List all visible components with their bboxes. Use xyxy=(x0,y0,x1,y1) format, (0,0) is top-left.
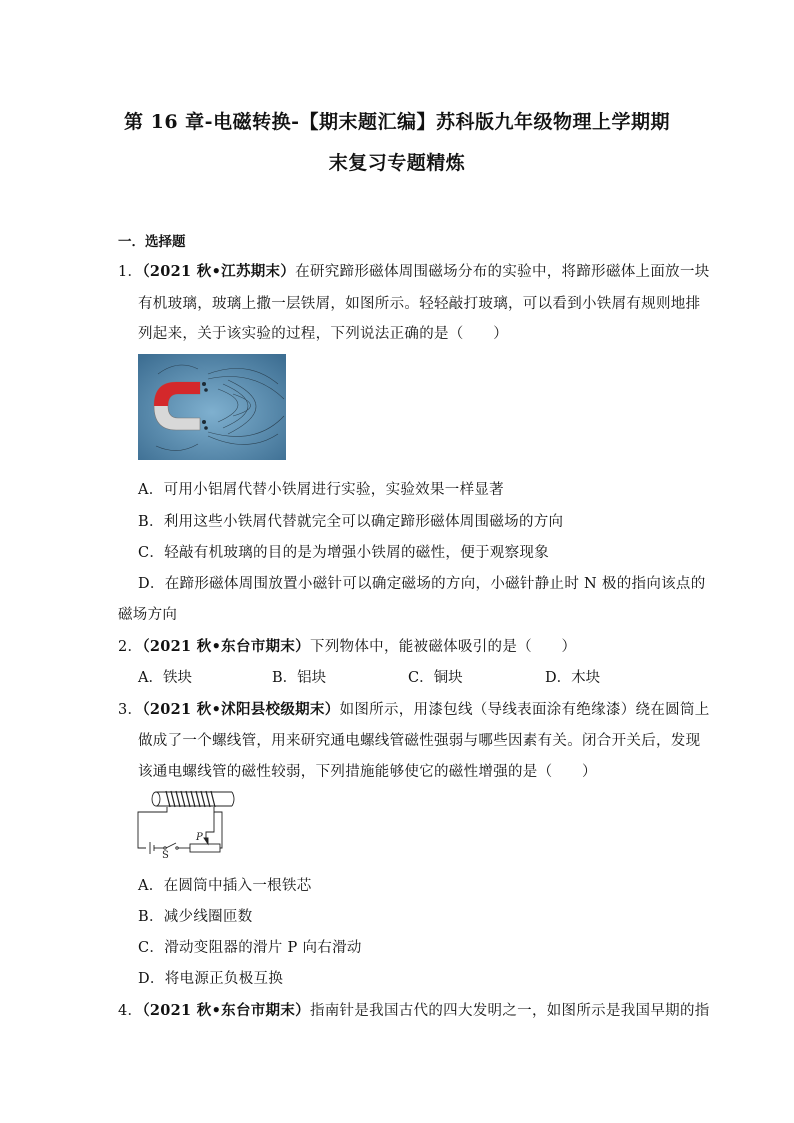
question-2-line-1 xyxy=(118,635,576,656)
question-number: 1． xyxy=(118,264,143,280)
question-source: （2021 秋•东台市期末） xyxy=(142,1002,310,1019)
question-4-line-1 xyxy=(118,999,710,1020)
question-2-option-a: A．铁块 xyxy=(138,670,192,686)
question-2-option-c: C．铜块 xyxy=(408,670,463,686)
question-2-option-d: D．木块 xyxy=(545,670,601,686)
question-stem: 在研究蹄形磁体周围磁场分布的实验中，将蹄形磁体上面放一块 xyxy=(295,264,710,280)
magnet-iron-filings-photo xyxy=(138,354,286,460)
question-3-option-a: A．在圆筒中插入一根铁芯 xyxy=(138,878,312,894)
question-1-line-3: 列起来，关于该实验的过程，下列说法正确的是（ ） xyxy=(138,326,508,342)
question-number: 3． xyxy=(118,702,143,718)
question-1-line-1 xyxy=(118,260,710,281)
solenoid-circuit-diagram xyxy=(134,788,236,858)
question-3-line-1 xyxy=(118,698,710,719)
question-3-line-3: 该通电螺线管的磁性较弱，下列措施能够使它的磁性增强的是（ ） xyxy=(138,764,597,780)
question-3-option-d: D．将电源正负极互换 xyxy=(138,971,284,987)
question-3-line-2: 做成了一个螺线管，用来研究通电螺线管磁性强弱与哪些因素有关。闭合开关后，发现 xyxy=(138,733,701,749)
question-source: （2021 秋•江苏期末） xyxy=(142,263,296,280)
document-title-line1: 第 16 章-电磁转换-【期末题汇编】苏科版九年级物理上学期期 xyxy=(124,111,670,133)
question-3-option-b: B．减少线圈匝数 xyxy=(138,909,253,925)
question-3-option-c: C．滑动变阻器的滑片 P 向右滑动 xyxy=(138,940,362,956)
question-source: （2021 秋•东台市期末） xyxy=(142,638,310,655)
question-1-option-d: D．在蹄形磁体周围放置小磁针可以确定磁场的方向，小磁针静止时 N 极的指向该点的 xyxy=(138,576,706,592)
question-1-option-a: A．可用小铝屑代替小铁屑进行实验，实验效果一样显著 xyxy=(138,482,504,498)
switch-label-s: S xyxy=(162,850,169,858)
question-2-option-b: B．铝块 xyxy=(272,670,327,686)
question-1-option-b: B．利用这些小铁屑代替就完全可以确定蹄形磁体周围磁场的方向 xyxy=(138,514,564,530)
section-heading: 一．选择题 xyxy=(118,234,186,250)
question-1-option-c: C．轻敲有机玻璃的目的是为增强小铁屑的磁性，便于观察现象 xyxy=(138,545,549,561)
question-number: 2． xyxy=(118,639,143,655)
question-1-line-2: 有机玻璃，玻璃上撒一层铁屑，如图所示。轻轻敲打玻璃，可以看到小铁屑有规则地排 xyxy=(138,296,701,312)
question-stem: 如图所示，用漆包线（导线表面涂有绝缘漆）绕在圆筒上 xyxy=(339,702,710,718)
question-number: 4． xyxy=(118,1003,143,1019)
slider-label-p: P xyxy=(196,832,203,843)
question-source: （2021 秋•沭阳县校级期末） xyxy=(142,701,340,718)
question-stem: 下列物体中，能被磁体吸引的是（ ） xyxy=(309,639,577,655)
document-title-line2: 末复习专题精炼 xyxy=(328,152,466,174)
question-stem: 指南针是我国古代的四大发明之一，如图所示是我国早期的指 xyxy=(309,1003,710,1019)
question-1-option-d-continued: 磁场方向 xyxy=(118,607,178,623)
